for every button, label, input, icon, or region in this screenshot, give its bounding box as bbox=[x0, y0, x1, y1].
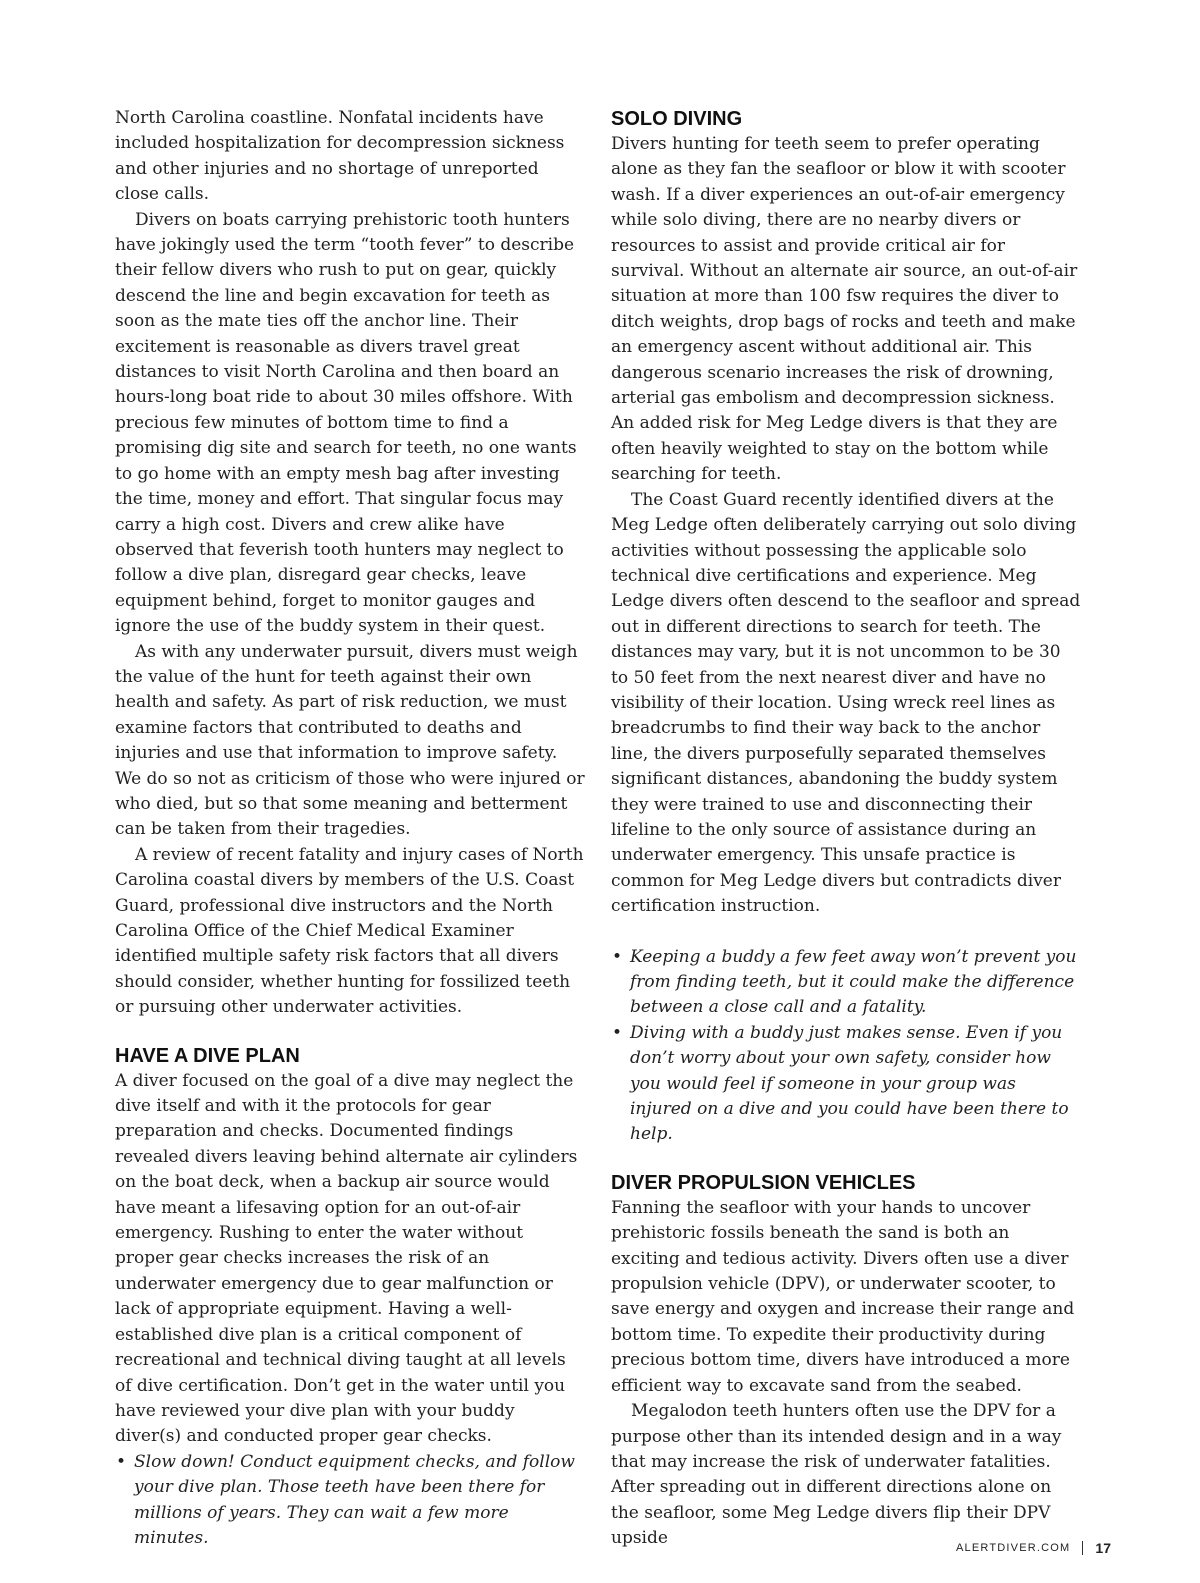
paragraph-dive-plan: A diver focused on the goal of a dive may neglect the dive itself and with it the protocols for gear preparation and checks. Documented findings revealed divers leaving behind alternate air cylinders on the boat deck, when a backup air source would have meant a lifesaving option for an out-of-air emergency. Rushing to enter the water without proper gear checks increases the risk of an underwater emergency due to gear malfunction or lack of appropriate equipment. Having a well-established dive plan is a critical component of recreational and technical diving taught at all levels of dive certification. Don’t get in the water until you have reviewed your dive plan with your buddy diver(s) and conducted proper gear checks. bbox=[115, 1070, 578, 1447]
footer-divider bbox=[1082, 1541, 1083, 1555]
dive-plan-tips bbox=[115, 1450, 585, 1552]
paragraph-continued: North Carolina coastline. Nonfatal incidents have included hospitalization for decompression sickness and other injuries and no shortage of unreported close calls. bbox=[115, 108, 565, 205]
heading-have-a-dive-plan: HAVE A DIVE PLAN bbox=[115, 1044, 300, 1067]
paragraph-megalodon: Megalodon teeth hunters often use the DPV for a purpose other than its intended design and in a way that may increase the risk of underwater fatalities. After spreading out in different directions alone on the seafloor, some Meg Ledge divers flip their DPV upside bbox=[611, 1401, 1062, 1549]
paragraph-tooth-fever: Divers on boats carrying prehistoric tooth hunters have jokingly used the term “tooth fever” to describe their fellow divers who rush to put on gear, quickly descend the line and begin excavation for teeth as soon as the mate ties off the anchor line. Their excitement is reasonable as divers travel great distances to visit North Carolina and then board an hours-long boat ride to about 30 miles offshore. With precious few minutes of bottom time to find a promising dig site and search for teeth, no one wants to go home with an empty mesh bag after investing the time, money and effort. That singular focus may carry a high cost. Divers and crew alike have observed that feverish tooth hunters may neglect to follow a dive plan, disregard gear checks, leave equipment behind, forget to monitor gauges and ignore the use of the buddy system in their quest. bbox=[115, 209, 577, 637]
paragraph-review: A review of recent fatality and injury cases of North Carolina coastal divers by members of the U.S. Coast Guard, professional dive instructors and the North Carolina Office of the Chief Medical Examiner identified multiple safety risk factors that all divers should consider, whether hunting for fossilized teeth or pursuing other underwater activities. bbox=[115, 844, 584, 1018]
paragraph-coast-guard: The Coast Guard recently identified divers at the Meg Ledge often deliberately carrying out solo diving activities without possessing the applicable solo technical dive certifications and experience. Meg Ledge divers often descend to the seafloor and spread out in different directions to search for teeth. The distances may vary, but it is not uncommon to be 30 to 50 feet from the next nearest diver and have no visibility of their location. Using wreck reel lines as breadcrumbs to find their way back to the anchor line, the divers purposefully separated themselves significant distances, abandoning the buddy system they were trained to use and disconnecting their lifeline to the only source of assistance during an underwater emergency. This unsafe practice is common for Meg Ledge divers but contradicts diver certification instruction. bbox=[611, 489, 1081, 917]
paragraph-underwater-pursuit: As with any underwater pursuit, divers must weigh the value of the hunt for teeth against their own health and safety. As part of risk reduction, we must examine factors that contributed to deaths and injuries and use that information to improve safety. We do so not as criticism of those who were injured or who died, but so that some meaning and betterment can be taken from their tragedies. bbox=[115, 641, 585, 840]
right-column bbox=[611, 106, 1081, 1552]
left-column bbox=[115, 106, 585, 1551]
page-footer bbox=[956, 1540, 1111, 1556]
heading-solo-diving: SOLO DIVING bbox=[611, 108, 743, 130]
footer-site-name: ALERTDIVER.COM bbox=[956, 1542, 1071, 1554]
paragraph-solo-diving: Divers hunting for teeth seem to prefer operating alone as they fan the seafloor or blow it with scooter wash. If a diver experiences an out-of-air emergency while solo diving, there are no nearby divers or resources to assist and provide critical air for survival. Without an alternate air source, an out-of-air situation at more than 100 fsw requires the diver to ditch weights, drop bags of rocks and teeth and make an emergency ascent without additional air. This dangerous scenario increases the risk of drowning, arterial gas embolism and decompression sickness. An added risk for Meg Ledge divers is that they are often heavily weighted to stay on the bottom while searching for teeth. bbox=[611, 134, 1078, 485]
paragraph-dpv: Fanning the seafloor with your hands to uncover prehistoric fossils beneath the sand is both an exciting and tedious activity. Divers often use a diver propulsion vehicle (DPV), or underwater scooter, to save energy and oxygen and increase their range and bottom time. To expedite their productivity during precious bottom time, divers have introduced a more efficient way to excavate sand from the seabed. bbox=[611, 1197, 1075, 1396]
buddy-tips bbox=[611, 945, 1081, 1148]
page-number: 17 bbox=[1095, 1540, 1111, 1556]
bullet-dive-with-buddy: • Diving with a buddy just makes sense. Even if you don’t worry about your own safety, consider how you would feel if someone in your group was injured on a dive and you could have been there to help. bbox=[611, 1021, 1081, 1148]
bullet-slow-down: • Slow down! Conduct equipment checks, and follow your dive plan. Those teeth have been there for millions of years. They can wait a few more minutes. bbox=[115, 1450, 585, 1552]
bullet-keep-buddy-close: • Keeping a buddy a few feet away won’t prevent you from finding teeth, but it could make the difference between a close call and a fatality. bbox=[611, 945, 1081, 1021]
heading-diver-propulsion-vehicles: DIVER PROPULSION VEHICLES bbox=[611, 1171, 916, 1194]
